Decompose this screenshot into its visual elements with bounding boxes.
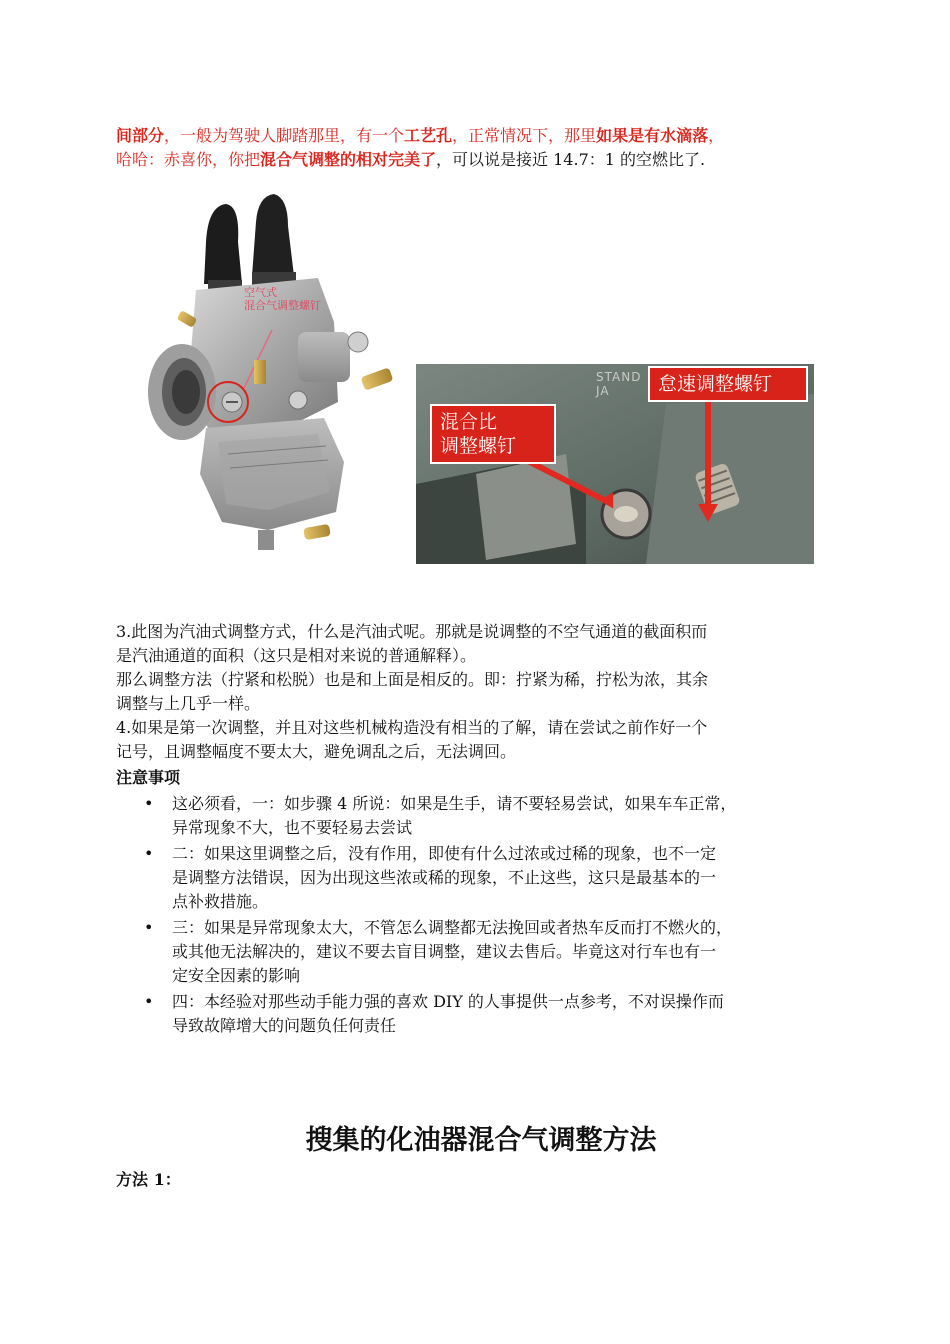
bullet-icon: •	[144, 844, 154, 863]
mixture-screw-callout: 混合比 调整螺钉	[430, 404, 556, 464]
section-heading: 搜集的化油器混合气调整方法	[305, 1125, 657, 1156]
notes-list	[116, 792, 846, 1040]
method-label: 方法 1：	[116, 1170, 181, 1189]
intro-text: ，	[708, 126, 725, 145]
carburetor-illustration	[148, 192, 400, 568]
idle-screw-callout: 怠速调整螺钉	[648, 366, 808, 402]
intro-line-2	[116, 148, 846, 172]
intro-text: 哈哈：赤喜你，你把	[116, 150, 261, 169]
intro-paragraph	[116, 124, 846, 172]
list-item: • 四：本经验对那些动手能力强的喜欢 DIY 的人事提供一点参考，不对误操作而 导致故障增大的问题负任何责任	[144, 992, 724, 1035]
intro-text: ，一般为驾驶人脚踏那里，有一个	[164, 126, 405, 145]
intro-text: ，正常情况下，那里	[452, 126, 597, 145]
emphasis-text: 工艺孔	[404, 126, 453, 145]
air-screw-label: 空气式 混合气调整螺钉	[244, 286, 321, 312]
stamp-text: STAND JA	[596, 370, 642, 398]
list-item: • 这必须看，一：如步骤 4 所说：如果是生手，请不要轻易尝试，如果车车正常， 异常现象不大，也不要轻易去尝试	[144, 794, 737, 837]
emphasis-text: 混合气调整的相对完美了	[260, 150, 437, 169]
step-4-paragraph: 4.如果是第一次调整，并且对这些机械构造没有相当的了解，请在尝试之前作好一个 记号，且调整幅度不要太大，避免调乱之后，无法调回。	[116, 718, 708, 761]
adjustment-screws-photo	[416, 364, 814, 564]
emphasis-text: 间部分	[116, 126, 165, 145]
bullet-icon: •	[144, 794, 154, 813]
emphasis-text: 如果是有水滴落	[596, 126, 709, 145]
notes-title: 注意事项	[116, 768, 181, 787]
bullet-icon: •	[144, 992, 154, 1011]
list-item: • 二：如果这里调整之后，没有作用，即使有什么过浓或过稀的现象，也不一定 是调整方法错误，因为出现这些浓或稀的现象，不止这些，这只是最基本的一 点补救措施。	[144, 844, 717, 911]
list-item: • 三：如果是异常现象太大，不管怎么调整都无法挽回或者热车反而打不燃火的， 或其他无法解决的，建议不要去盲目调整，建议去售后。毕竟这对行车也有一 定安全因素的影响	[144, 918, 733, 985]
bullet-icon: •	[144, 918, 154, 937]
carburetor-photo	[148, 192, 400, 568]
intro-line-1	[116, 124, 846, 148]
step-3-paragraph: 3.此图为汽油式调整方式，什么是汽油式呢。那就是说调整的不空气通道的截面积而 是汽油通道的面积（这只是相对来说的普通解释）。 那么调整方法（拧紧和松脱）也是和上面是相反的。即：拧紧为稀，拧松为浓，其余 调整与上几乎一样。	[116, 622, 709, 713]
intro-text: ，可以说是接近 14.7：1 的空燃比了.	[436, 150, 706, 169]
